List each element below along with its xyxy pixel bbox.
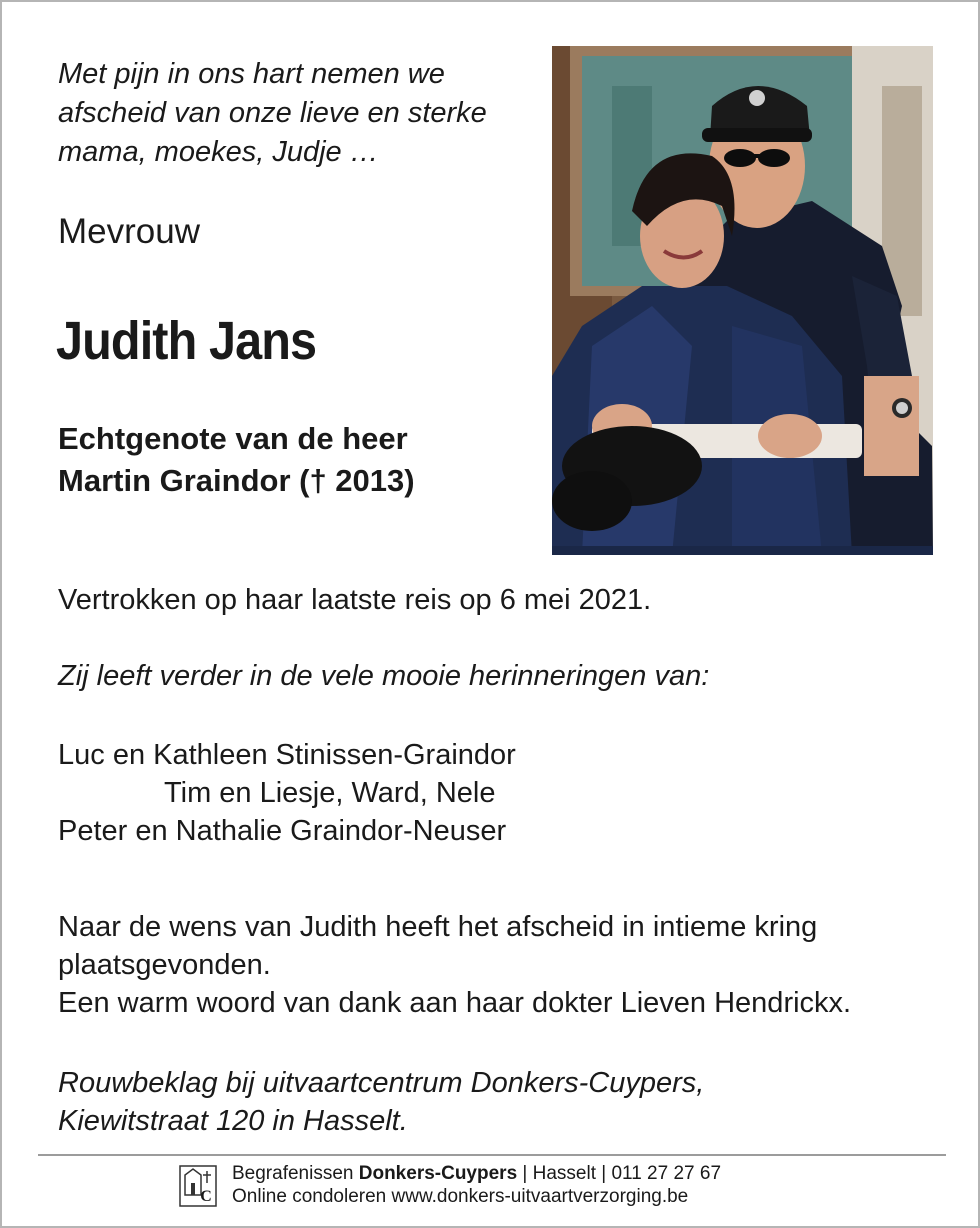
footer-prefix: Begrafenissen: [232, 1163, 359, 1184]
footer-company-name: Donkers-Cuypers: [358, 1163, 518, 1184]
intro-text: [58, 55, 538, 172]
footer-divider: [38, 1154, 946, 1156]
condolence-line: Rouwbeklag bij uitvaartcentrum Donkers-Cuypers,: [58, 1067, 705, 1099]
footer-info: [232, 1162, 721, 1208]
family-list: [58, 736, 516, 850]
spouse-info: [58, 418, 415, 502]
wish-line: Naar de wens van Judith heeft het afscheid in intieme kring: [58, 911, 818, 943]
deceased-name: Judith Jans: [56, 311, 317, 371]
family-member: Luc en Kathleen Stinissen-Graindor: [58, 739, 516, 771]
wish-paragraph: [58, 908, 938, 1022]
family-member: Tim en Liesje, Ward, Nele: [164, 777, 496, 809]
footer-details: | Hasselt | 011 27 27 67: [517, 1163, 722, 1184]
condolence-info: [58, 1064, 704, 1140]
memories-text: Zij leeft verder in de vele mooie herinneringen van:: [58, 660, 710, 692]
condolence-line: Kiewitstraat 120 in Hasselt.: [58, 1105, 408, 1137]
portrait-photo: [552, 46, 933, 555]
funeral-home-logo-icon: [179, 1165, 217, 1207]
footer-online-condolence: Online condoleren www.donkers-uitvaartverzorging.be: [232, 1186, 689, 1207]
footer-line-company: [232, 1162, 721, 1185]
svg-text:C: C: [200, 1188, 212, 1205]
spouse-line: Echtgenote van de heer: [58, 421, 408, 456]
spouse-line: Martin Graindor († 2013): [58, 463, 415, 498]
departure-date-text: Vertrokken op haar laatste reis op 6 mei 2021.: [58, 584, 652, 616]
intro-line: afscheid van onze lieve en sterke: [58, 97, 487, 129]
wish-line: Een warm woord van dank aan haar dokter Lieven Hendrickx.: [58, 987, 852, 1019]
wish-line: plaatsgevonden.: [58, 949, 271, 981]
intro-line: mama, moekes, Judje …: [58, 136, 379, 168]
intro-line: Met pijn in ons hart nemen we: [58, 58, 445, 90]
family-member: Peter en Nathalie Graindor-Neuser: [58, 815, 507, 847]
honorific: Mevrouw: [58, 212, 200, 251]
